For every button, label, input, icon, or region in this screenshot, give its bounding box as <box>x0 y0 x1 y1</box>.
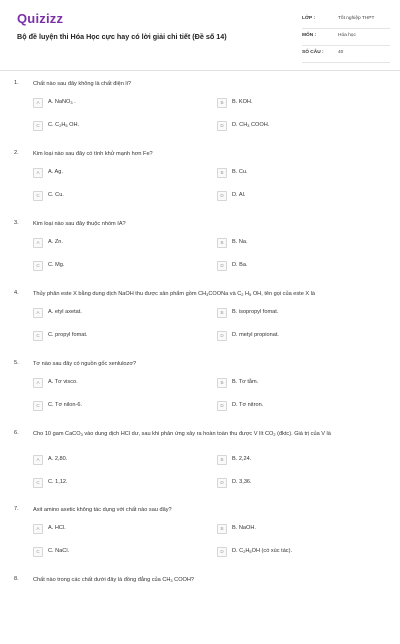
option-letter: D <box>217 121 227 131</box>
question-number: 3. <box>14 220 19 226</box>
meta-value: Hóa học <box>338 33 356 38</box>
option-letter: B <box>217 378 227 388</box>
question-6 <box>0 428 400 504</box>
option-letter: B <box>217 168 227 178</box>
option-text: C. Mg. <box>48 262 65 268</box>
option-letter: B <box>217 308 227 318</box>
question-text: Tơ nào sau đây có nguồn gốc xenlulozơ? <box>33 361 137 367</box>
option-letter: D <box>217 191 227 201</box>
option-text: A. etyl axetat. <box>48 309 82 315</box>
option-text: A. 2,80. <box>48 456 68 462</box>
header-divider <box>0 70 400 71</box>
question-number: 8. <box>14 576 19 582</box>
meta-value: 40 <box>338 50 344 55</box>
option-letter: D <box>217 547 227 557</box>
question-8 <box>0 574 400 644</box>
question-7 <box>0 504 400 574</box>
option-text: D. Ba. <box>232 262 248 268</box>
option-text: C. propyl fomat. <box>48 332 88 338</box>
option-text: C. Cu. <box>48 192 64 198</box>
option-text: B. isopropyl fomat. <box>232 309 279 315</box>
question-text: Axit amino axetic không tác dụng với chất nào sau đây? <box>33 507 172 513</box>
option-letter: A <box>33 168 43 178</box>
question-4 <box>0 288 400 358</box>
option-letter: C <box>33 547 43 557</box>
meta-panel <box>302 14 390 65</box>
option-letter: C <box>33 331 43 341</box>
option-letter: C <box>33 261 43 271</box>
question-number: 4. <box>14 290 19 296</box>
option-letter: B <box>217 98 227 108</box>
option-text: A. HCl. <box>48 525 66 531</box>
meta-key: LỚP : <box>302 16 316 21</box>
question-number: 2. <box>14 150 19 156</box>
option-text: A. Zn. <box>48 239 63 245</box>
option-text: B. NaOH. <box>232 525 256 531</box>
option-text: D. 3,36. <box>232 479 252 485</box>
option-text: A. NaNO$_3$ . <box>48 99 76 105</box>
question-5 <box>0 358 400 428</box>
question-text: Cho 10 gam CaCO$_3$ vào dung dịch HCl dư, sau khi phản ứng xảy ra hoàn toàn thu được V lít $CO_2$ (đktc). Giá trị của V là <box>33 431 331 437</box>
question-text: Chất nào trong các chất dưới đây là đồng đẳng của $CH_3$ COOH? <box>33 577 195 583</box>
meta-row-count <box>302 48 390 63</box>
quizizz-logo: Quizizz <box>17 11 64 26</box>
option-letter: A <box>33 98 43 108</box>
option-letter: B <box>217 238 227 248</box>
option-letter: A <box>33 308 43 318</box>
question-1 <box>0 78 400 148</box>
option-letter: D <box>217 261 227 271</box>
option-text: A. Tơ visco. <box>48 379 78 385</box>
option-text: C. 1,12. <box>48 479 68 485</box>
option-letter: B <box>217 455 227 465</box>
meta-key: SỐ CÂU : <box>302 50 324 55</box>
option-letter: C <box>33 478 43 488</box>
option-text: A. Ag. <box>48 169 63 175</box>
option-text: D. $C_2H_5OH$ (có xúc tác). <box>232 548 293 554</box>
option-text: D. Tơ nitron. <box>232 402 264 408</box>
option-text: D. $CH_3$ COOH. <box>232 122 270 128</box>
question-text: Chất nào sau đây không là chất điện li? <box>33 81 131 87</box>
question-text: Thủy phân este X bằng dung dịch NaOH thu được sản phẩm gồm $CH_3COONa$ và $C_2$ $H_5$ OH, tên gọi của este X là <box>33 291 316 297</box>
question-number: 6. <box>14 430 19 436</box>
question-3 <box>0 218 400 288</box>
document-title: Bộ đề luyện thi Hóa Học cực hay có lời giải chi tiết (Đề số 14) <box>17 32 227 41</box>
page-header <box>0 0 400 70</box>
option-letter: C <box>33 121 43 131</box>
option-text: D. Al. <box>232 192 246 198</box>
question-number: 1. <box>14 80 19 86</box>
option-text: B. 2,24. <box>232 456 252 462</box>
option-letter: A <box>33 238 43 248</box>
meta-key: MÔN : <box>302 33 317 38</box>
option-letter: C <box>33 191 43 201</box>
option-text: B. KOH. <box>232 99 253 105</box>
option-text: B. Cu. <box>232 169 248 175</box>
option-text: B. Tơ tằm. <box>232 379 259 385</box>
question-text: Kim loại nào sau đây thuộc nhóm IA? <box>33 221 126 227</box>
meta-row-class <box>302 14 390 29</box>
question-number: 5. <box>14 360 19 366</box>
option-text: C. NaCl. <box>48 548 70 554</box>
option-letter: A <box>33 378 43 388</box>
meta-value: Tốt nghiệp THPT <box>338 16 375 21</box>
option-letter: A <box>33 455 43 465</box>
option-text: D. metyl propionat. <box>232 332 279 338</box>
option-letter: D <box>217 478 227 488</box>
meta-row-subject <box>302 31 390 46</box>
option-text: B. Na. <box>232 239 248 245</box>
question-2 <box>0 148 400 218</box>
option-text: C. $C_2H_5$ OH. <box>48 122 80 128</box>
question-number: 7. <box>14 506 19 512</box>
option-letter: B <box>217 524 227 534</box>
option-letter: A <box>33 524 43 534</box>
option-letter: D <box>217 401 227 411</box>
option-letter: C <box>33 401 43 411</box>
option-letter: D <box>217 331 227 341</box>
question-text: Kim loại nào sau đây có tính khử mạnh hơn Fe? <box>33 151 153 157</box>
question-list <box>0 78 400 644</box>
option-text: C. Tơ nilon-6. <box>48 402 83 408</box>
